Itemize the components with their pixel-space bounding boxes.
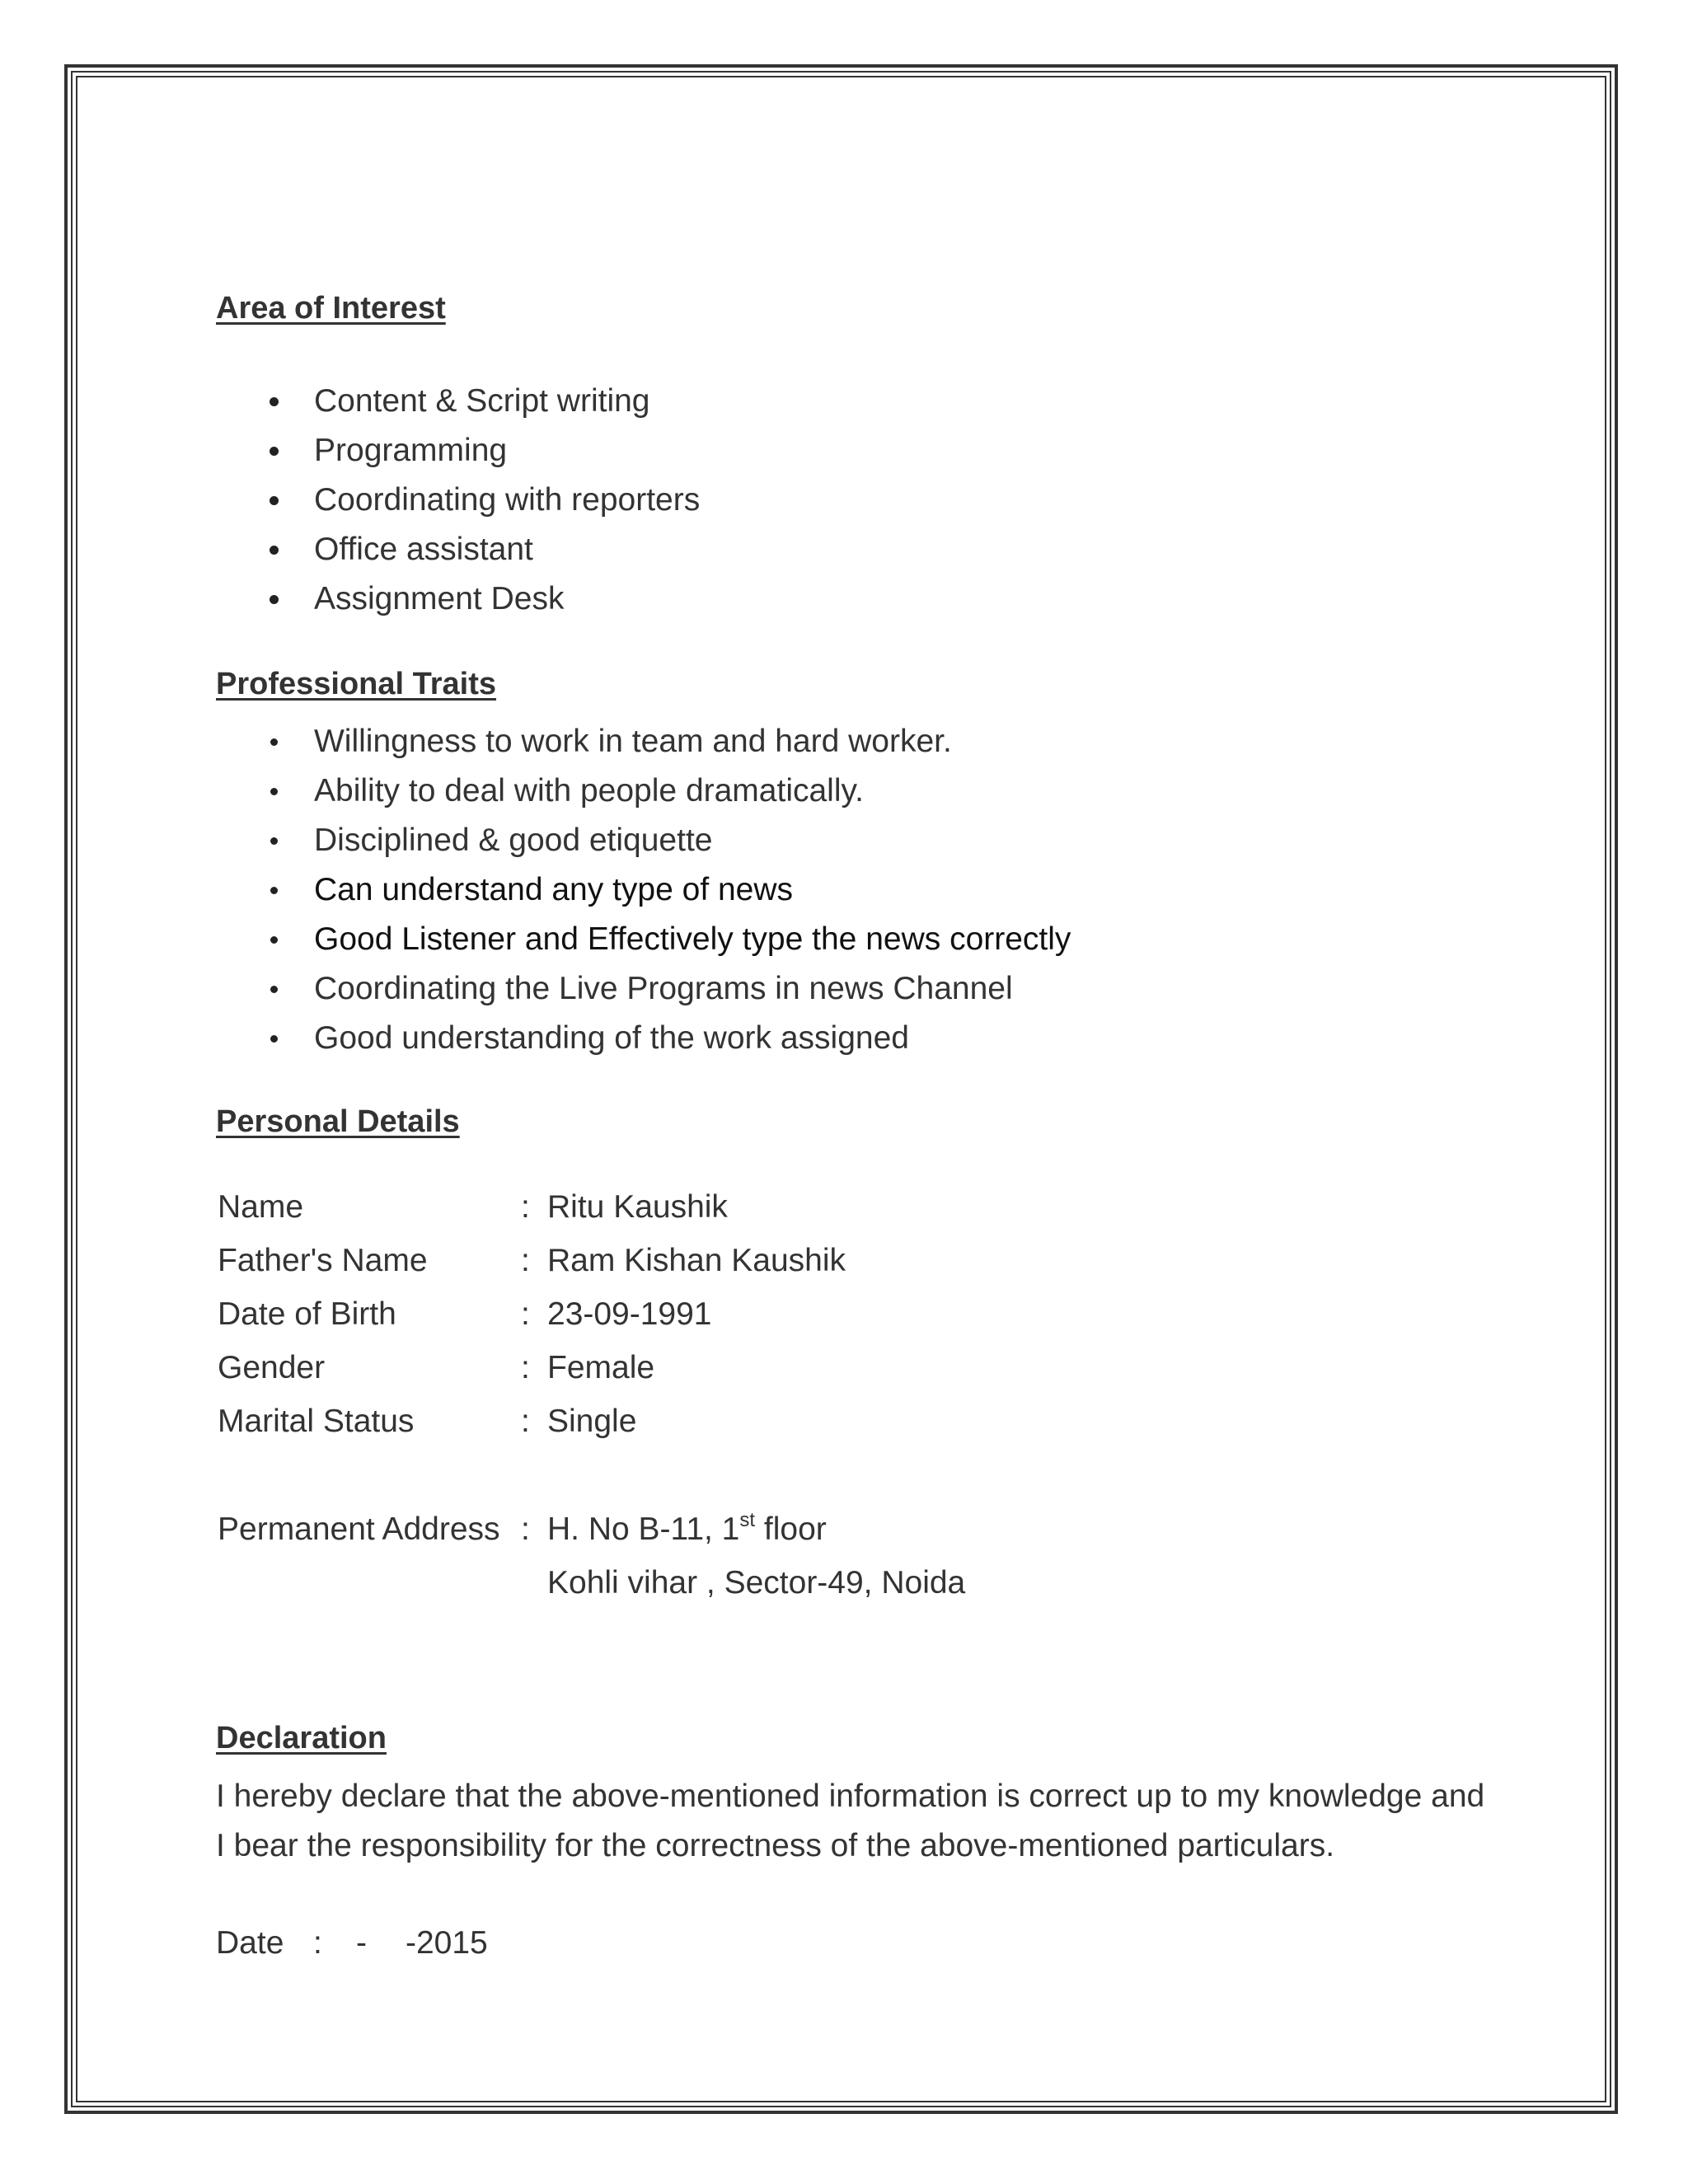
bullet-icon <box>270 496 279 505</box>
list-item-text: Coordinating the Live Programs in news Channel <box>314 971 1013 1006</box>
personal-details-heading: Personal Details <box>216 1104 460 1139</box>
address-line-1-suffix: floor <box>755 1511 827 1547</box>
detail-value: Single <box>547 1404 637 1439</box>
detail-label: Date of Birth <box>218 1296 396 1332</box>
bullet-icon <box>270 1035 278 1043</box>
detail-value: Ram Kishan Kaushik <box>547 1243 846 1278</box>
detail-label: Gender <box>218 1350 326 1385</box>
bullet-icon <box>270 546 279 555</box>
detail-separator: : <box>521 1350 530 1385</box>
list-item-text: Ability to deal with people dramatically. <box>314 773 864 808</box>
list-item-text: Assignment Desk <box>314 581 565 616</box>
list-item-text: Good understanding of the work assigned <box>314 1020 909 1056</box>
list-item-text: Good Listener and Effectively type the news correctly <box>314 921 1071 957</box>
list-item-text: Can understand any type of news <box>314 872 794 907</box>
date-label: Date <box>216 1925 284 1961</box>
detail-value: Female <box>547 1350 655 1385</box>
date-separator: : <box>313 1925 322 1961</box>
date-dash: - <box>356 1925 367 1961</box>
bullet-icon <box>270 595 279 604</box>
list-item-text: Content & Script writing <box>314 383 650 419</box>
professional-traits-heading: Professional Traits <box>216 667 497 701</box>
address-line-2: Kohli vihar , Sector-49, Noida <box>547 1565 966 1601</box>
address-line-1-prefix: H. No B-11, 1 <box>547 1511 740 1547</box>
area-of-interest-heading: Area of Interest <box>216 291 446 326</box>
detail-value: Ritu Kaushik <box>547 1189 728 1225</box>
list-item-text: Willingness to work in team and hard worker. <box>314 724 952 759</box>
detail-separator: : <box>521 1404 530 1439</box>
bullet-icon <box>270 738 278 746</box>
declaration-text: I hereby declare that the above-mentioned information is correct up to my knowledge and I bear the responsibility for the correctness of the above-mentioned particulars. <box>216 1779 1485 1863</box>
bullet-icon <box>270 788 278 795</box>
bullet-icon <box>270 887 278 894</box>
detail-separator: : <box>521 1296 530 1332</box>
detail-value: 23-09-1991 <box>547 1296 712 1332</box>
bullet-icon <box>270 986 278 993</box>
list-item-text: Office assistant <box>314 532 533 567</box>
detail-label: Marital Status <box>218 1404 415 1439</box>
bullet-icon <box>270 837 278 845</box>
declaration-heading: Declaration <box>216 1721 387 1755</box>
date-value: -2015 <box>406 1925 488 1961</box>
bullet-icon <box>270 936 278 944</box>
address-ordinal-suffix: st <box>739 1509 756 1531</box>
detail-label: Father's Name <box>218 1243 428 1278</box>
list-item-text: Programming <box>314 433 508 468</box>
detail-label: Name <box>218 1189 304 1225</box>
address-line-1 <box>547 1502 827 1556</box>
bullet-icon <box>270 447 279 456</box>
address-separator: : <box>521 1511 530 1547</box>
list-item-text: Coordinating with reporters <box>314 482 701 518</box>
detail-separator: : <box>521 1189 530 1225</box>
detail-separator: : <box>521 1243 530 1278</box>
bullet-icon <box>270 397 279 406</box>
list-item-text: Disciplined & good etiquette <box>314 823 713 858</box>
address-label: Permanent Address <box>218 1511 500 1547</box>
